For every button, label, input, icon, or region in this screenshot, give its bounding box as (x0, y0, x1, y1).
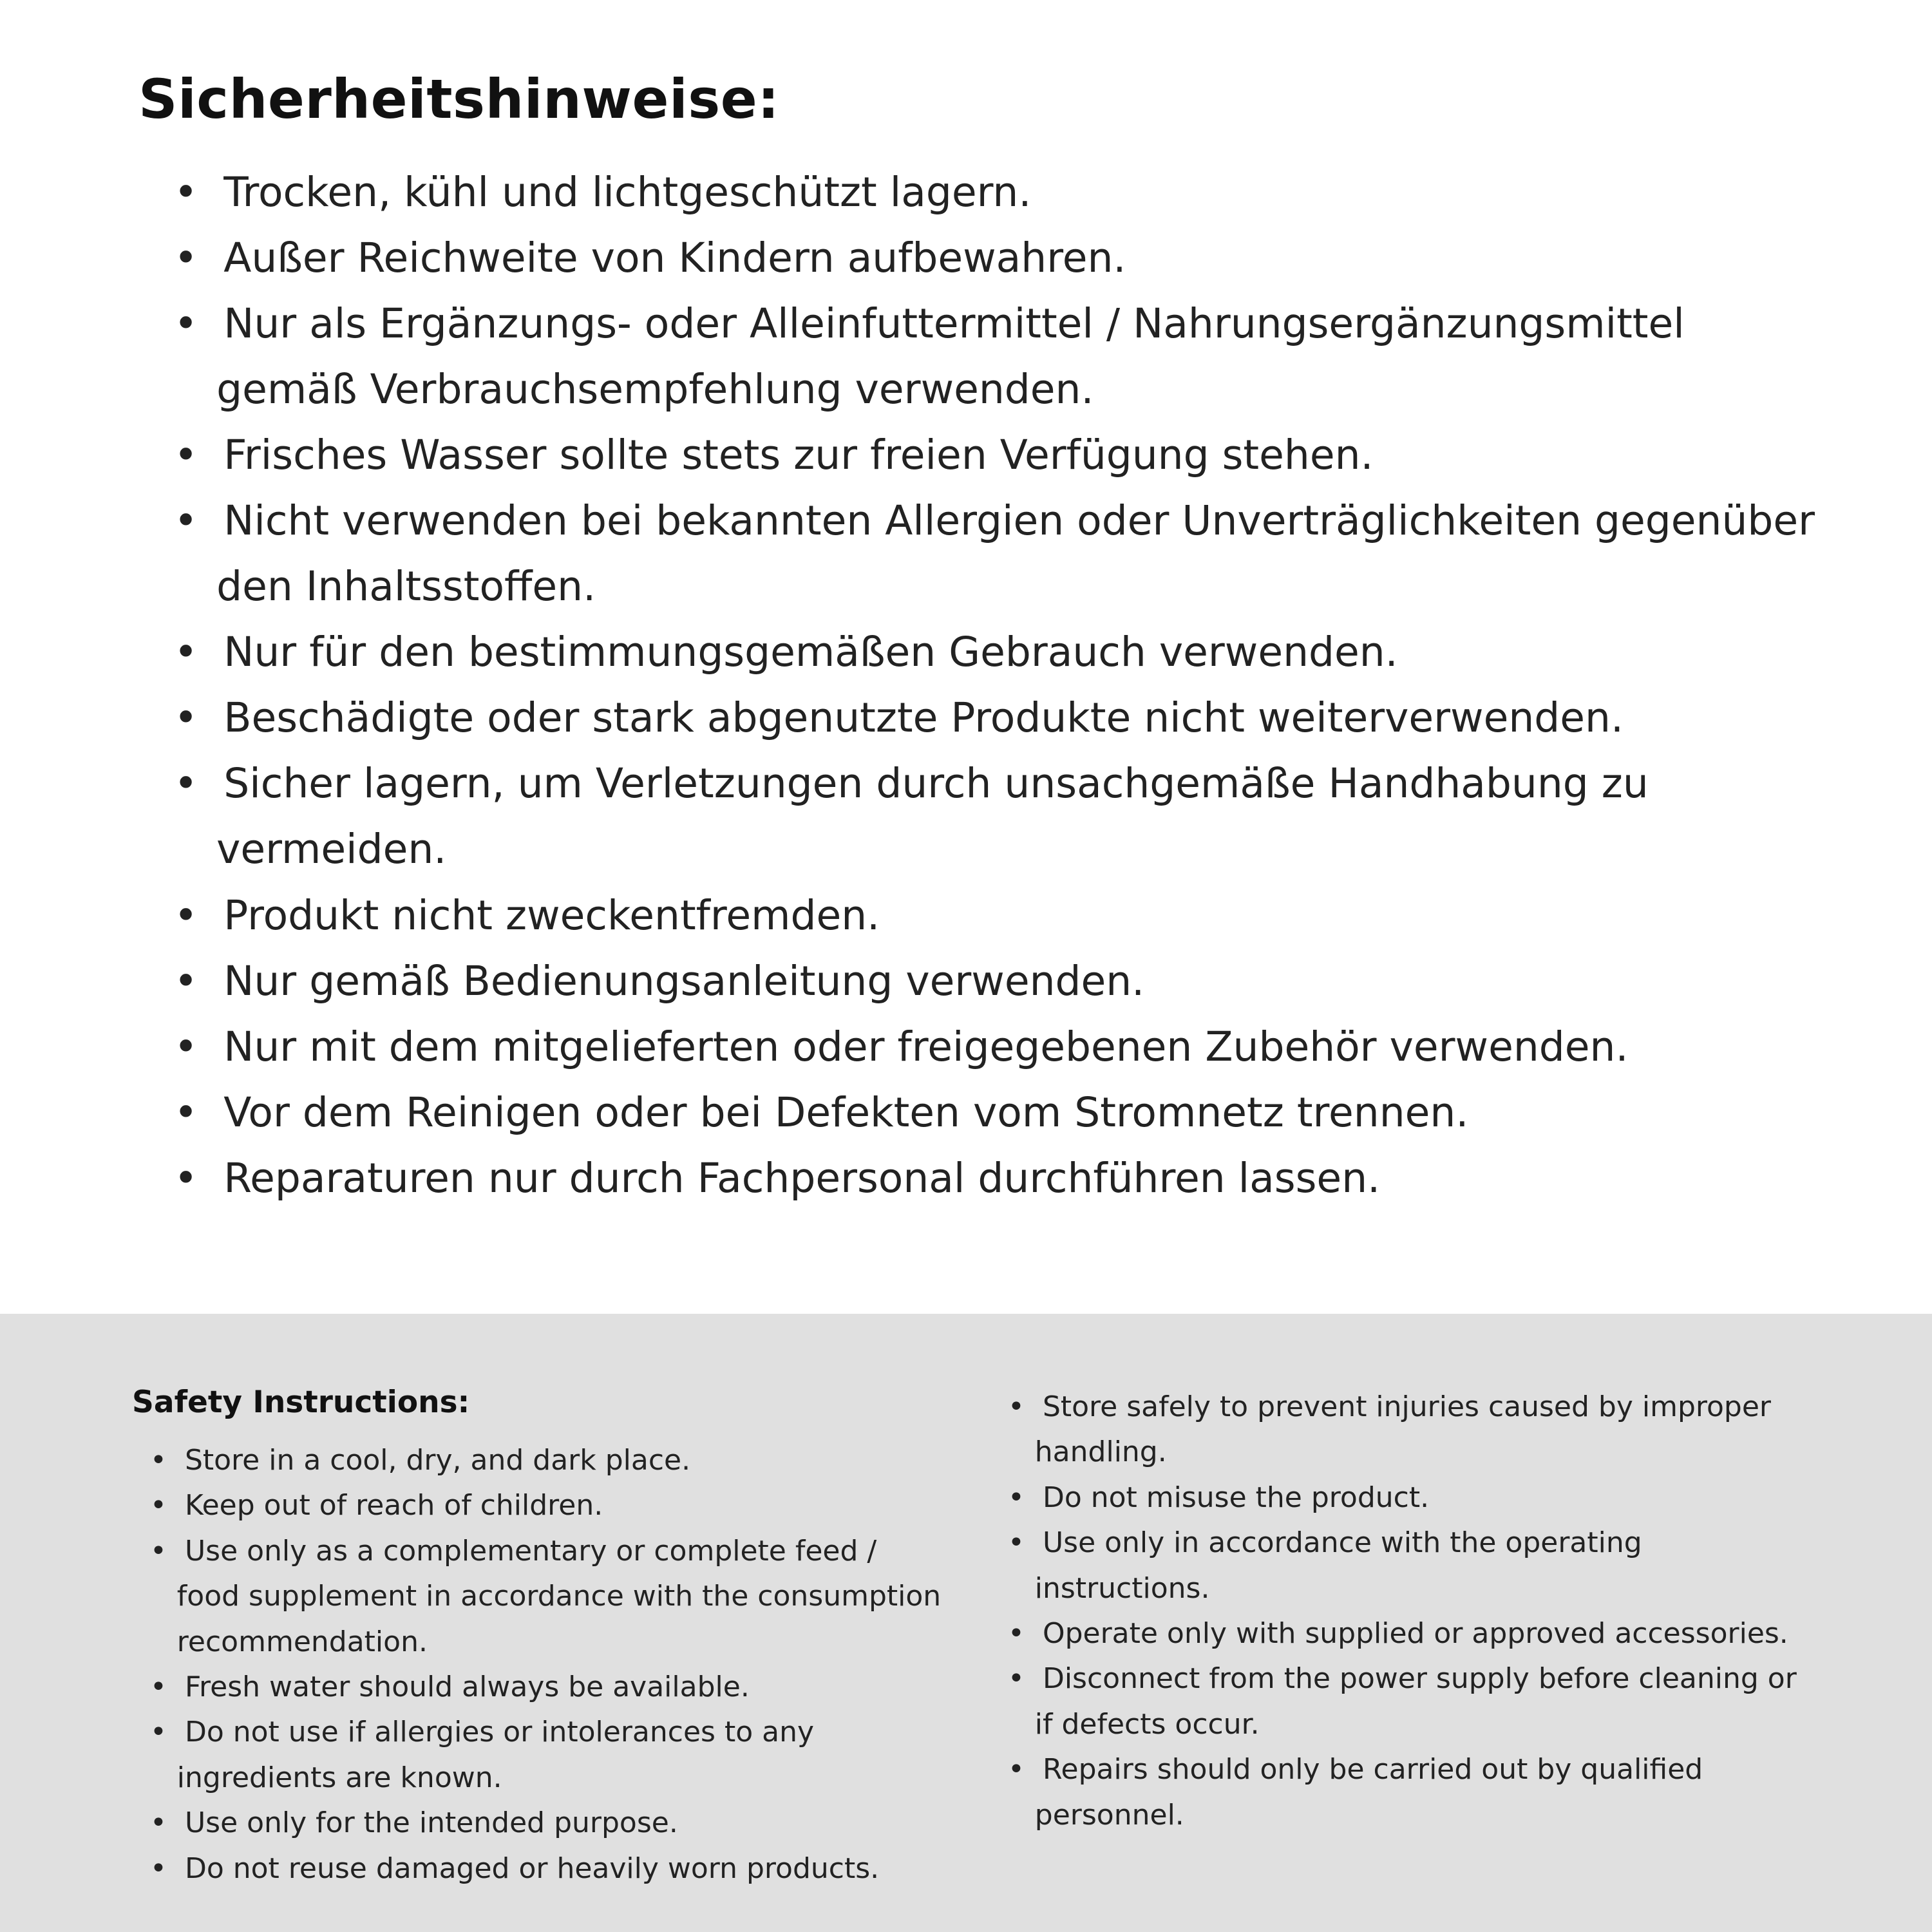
list-item: • Nicht verwenden bei bekannten Allergien oder Unverträglichkeiten gegenüber den Inhaltsstoffen. (174, 488, 1816, 620)
list-item: • Reparaturen nur durch Fachpersonal durchführen lassen. (174, 1146, 1816, 1211)
list-item: • Keep out of reach of children. (150, 1483, 947, 1528)
list-item: • Außer Reichweite von Kindern aufbewahren. (174, 225, 1816, 291)
english-title: Safety Instructions: (132, 1385, 470, 1420)
list-item: • Use only in accordance with the operating instructions. (1008, 1520, 1823, 1611)
list-item: • Fresh water should always be available. (150, 1665, 947, 1710)
list-item: • Do not use if allergies or intolerances to any ingredients are known. (150, 1710, 947, 1801)
english-left-list (132, 1438, 947, 1891)
english-left-column (132, 1385, 947, 1891)
list-item: • Store in a cool, dry, and dark place. (150, 1438, 947, 1483)
english-right-list (1008, 1385, 1823, 1838)
list-item: • Use only as a complementary or complete feed / food supplement in accordance with the consumption recommendation. (150, 1529, 947, 1665)
list-item: • Use only for the intended purpose. (150, 1801, 947, 1846)
list-item: • Sicher lagern, um Verletzungen durch unsachgemäße Handhabung zu vermeiden. (174, 751, 1816, 882)
list-item: • Beschädigte oder stark abgenutzte Produkte nicht weiterverwenden. (174, 685, 1816, 751)
list-item: • Store safely to prevent injuries caused by improper handling. (1008, 1385, 1823, 1475)
english-right-column (1008, 1385, 1823, 1838)
list-item: • Frisches Wasser sollte stets zur freien Verfügung stehen. (174, 422, 1816, 488)
list-item: • Nur mit dem mitgelieferten oder freigegebenen Zubehör verwenden. (174, 1014, 1816, 1080)
english-section (0, 1314, 1932, 1932)
list-item: • Repairs should only be carried out by qualified personnel. (1008, 1747, 1823, 1838)
list-item: • Nur für den bestimmungsgemäßen Gebrauch verwenden. (174, 620, 1816, 685)
list-item: • Nur als Ergänzungs- oder Alleinfuttermittel / Nahrungsergänzungsmittel gemäß Verbrauchsempfehlung verwenden. (174, 291, 1816, 422)
list-item: • Operate only with supplied or approved accessories. (1008, 1611, 1823, 1656)
german-title: Sicherheitshinweise: (138, 68, 780, 131)
list-item: • Vor dem Reinigen oder bei Defekten vom Stromnetz trennen. (174, 1080, 1816, 1146)
list-item: • Disconnect from the power supply before cleaning or if defects occur. (1008, 1656, 1823, 1747)
german-list (138, 160, 1816, 1211)
list-item: • Trocken, kühl und lichtgeschützt lagern. (174, 160, 1816, 225)
list-item: • Do not reuse damaged or heavily worn products. (150, 1846, 947, 1891)
list-item: • Produkt nicht zweckentfremden. (174, 883, 1816, 949)
list-item: • Nur gemäß Bedienungsanleitung verwenden. (174, 949, 1816, 1014)
list-item: • Do not misuse the product. (1008, 1475, 1823, 1520)
